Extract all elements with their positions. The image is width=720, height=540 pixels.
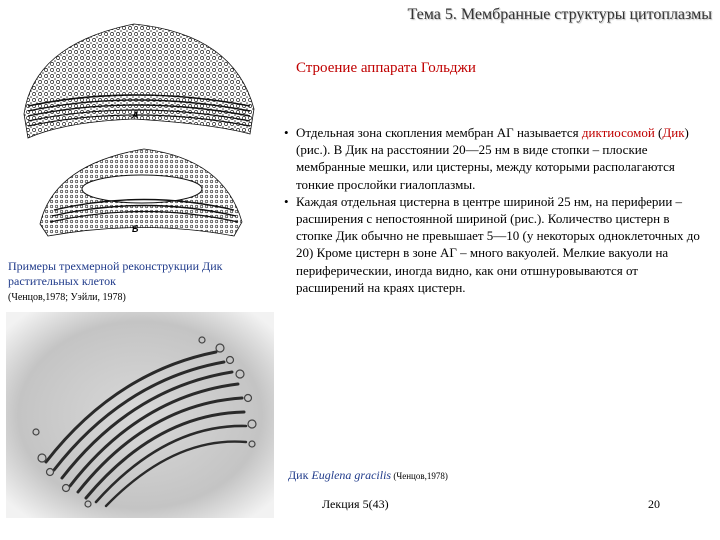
header-title: Тема 5. Мембранные структуры цитоплазмы — [407, 6, 712, 23]
figure-a — [24, 24, 254, 138]
reconstruction-figure — [14, 14, 264, 250]
bullet-1-text-a: Отдельная зона скопления мембран АГ называется — [296, 125, 582, 140]
reconstruction-caption — [8, 259, 274, 305]
bullet-1-text-b: ( — [654, 125, 663, 140]
euglena-caption — [288, 468, 448, 483]
reconstruction-caption-source: (Ченцов,1978; Уэйли, 1978) — [8, 292, 126, 303]
reconstruction-caption-text: Примеры трехмерной реконструкции Дик растительных клеток — [8, 259, 223, 288]
bullet-item-1 — [282, 124, 700, 193]
page-number: 20 — [648, 497, 660, 511]
dictyosome-term: диктиосомой — [581, 125, 655, 140]
bullet-list — [282, 124, 700, 296]
footer-lecture: Лекция 5(43) — [322, 497, 389, 511]
dik-term: Дик — [662, 125, 685, 140]
figure-a-label: А — [132, 110, 139, 120]
euglena-caption-source: (Ченцов,1978) — [391, 471, 448, 481]
section-title: Строение аппарата Гольджи — [296, 60, 476, 76]
micrograph-figure — [6, 312, 274, 518]
figure-b-label: Б — [132, 224, 139, 234]
euglena-caption-prefix: Дик — [288, 468, 312, 482]
bullet-1-text-c: ) (рис.). В Дик на расстоянии 20—25 нм в виде стопки – плоские мембранные мешки, или цистерны, между которыми располагаются тонкие прослойки гиалоплазмы. — [296, 125, 689, 192]
bullet-item-2: • Каждая отдельная цистерна в центре шириной 25 нм, на периферии – расширения с непостоянной шириной (рис.). Количество цистерн в стопке Дик обычно не превышает 5—10 (у некоторых одноклеточных до 20) Кроме цистерн в зоне АГ – много вакуолей. Мелкие вакуоли на периферическии, иногда видно, как они отшнуровываются от расширений на краях цистерн. — [282, 193, 700, 296]
euglena-species: Euglena gracilis — [311, 468, 392, 482]
figure-b — [40, 149, 242, 236]
